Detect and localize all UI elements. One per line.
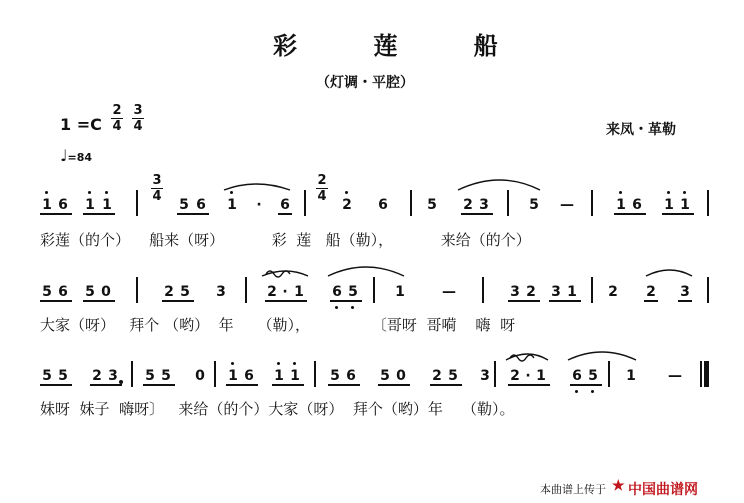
note: 5 [529,197,539,213]
note: 5 [380,368,390,384]
note: 1 [42,197,52,213]
lyrics-row-1: 彩莲（的个） 船来（呀） 彩 莲 船（勒）， 来给（的个） [40,231,531,249]
time-signature-2-4: 2 4 [112,103,122,134]
slur [646,270,692,276]
note: 2 [526,284,536,300]
note: 6 [58,197,68,213]
slur [568,352,636,360]
tempo-marking: ♩=84 [60,146,93,165]
note: 2 [432,368,442,384]
note: 2 [92,368,102,384]
slur [224,184,290,190]
note: 6 [280,197,290,213]
note: 5 [348,284,358,300]
note: 0 [101,284,111,300]
note: 1 [395,284,405,300]
note-dash: — [668,368,682,384]
note: 5 [588,368,598,384]
note: 5 [330,368,340,384]
note: 1 [102,197,112,213]
note: 2 [267,284,277,300]
note: 1 [85,197,95,213]
note: 1 [664,197,674,213]
note: 2 [342,197,352,213]
note: 2 [510,368,520,384]
note: 0 [195,368,205,384]
note: 5 [180,284,190,300]
note: 3 [510,284,520,300]
lyrics-row-3: 妹呀 妹子 嗨呀〕 来给（的个）大家（呀） 拜个（哟）年 （勒）。 [40,400,515,418]
slur [328,267,404,276]
note: 6 [346,368,356,384]
note: 2 [646,284,656,300]
note: 2 [463,197,473,213]
note: 6 [378,197,388,213]
lyrics-row-2: 大家（呀） 拜个 （哟） 年 （勒）， 〔哥呀 哥嗬 嗨 呀 [40,316,516,334]
note: 6 [58,284,68,300]
note-dot: · [282,284,288,300]
note: 1 [536,368,546,384]
slur [458,180,540,190]
note: 6 [332,284,342,300]
key-signature: 1 =C [60,115,102,134]
note: 5 [42,284,52,300]
note: 5 [448,368,458,384]
note: 5 [179,197,189,213]
note: 5 [427,197,437,213]
note: 6 [572,368,582,384]
note: 1 [567,284,577,300]
note: 1 [680,197,690,213]
note: 5 [58,368,68,384]
site-logo-text: 中国曲谱网 [628,482,698,498]
note: 1 [274,368,284,384]
note: 1 [294,284,304,300]
row1-time-signature-2-4: 2 4 [317,173,327,204]
note: 3 [680,284,690,300]
note: 6 [196,197,206,213]
note: 5 [161,368,171,384]
note: 1 [616,197,626,213]
note: 5 [145,368,155,384]
time-signature-3-4: 3 4 [133,103,143,134]
site-logo-icon: ★ [612,478,625,494]
note: 0 [396,368,406,384]
note: 5 [85,284,95,300]
note: 1 [227,197,237,213]
page-title: 彩 莲 船 [273,32,532,60]
subtitle: （灯调・平腔） [316,75,414,91]
note: 1 [290,368,300,384]
row1-time-signature-3-4: 3 4 [152,173,162,204]
note: 3 [108,368,118,384]
note: 6 [632,197,642,213]
note: 2 [608,284,618,300]
credit: 来凤・革勒 [606,122,676,138]
note: 3 [480,368,490,384]
note: 1 [228,368,238,384]
note: 6 [244,368,254,384]
note: 1 [626,368,636,384]
quarter-note-icon: ♩ [60,146,68,165]
note: 3 [551,284,561,300]
note: 5 [42,368,52,384]
note: 3 [479,197,489,213]
footer-text: 本曲谱上传于 [540,483,606,496]
note: 3 [216,284,226,300]
note-dot: · [256,197,262,213]
note-dash: — [560,197,574,213]
note-dash: — [442,284,456,300]
note-dot: · [525,368,531,384]
note: 2 [164,284,174,300]
